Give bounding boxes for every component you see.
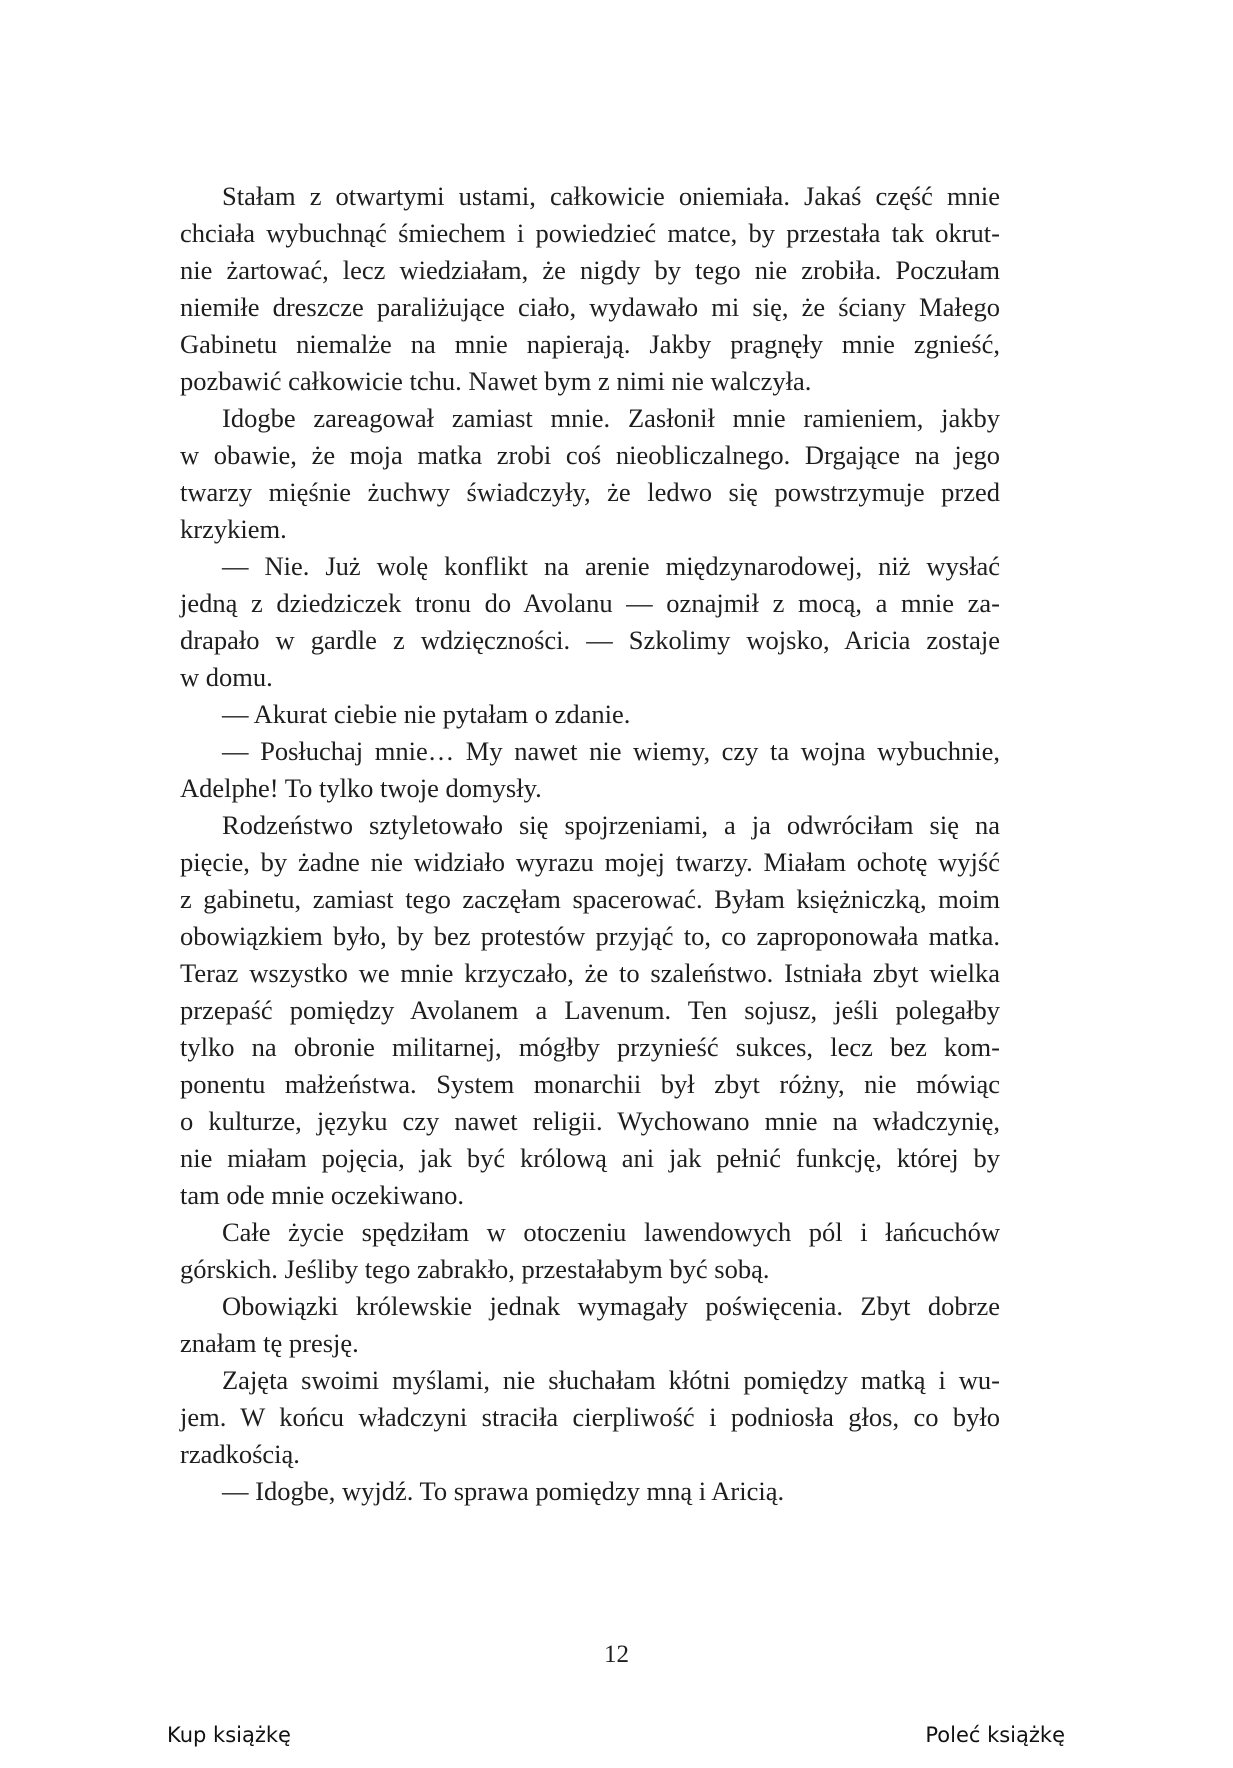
text-line: Obowiązki królewskie jednak wymagały poświęcenia. Zbyt dobrze xyxy=(222,1291,1000,1321)
text-line: — Nie. Już wolę konflikt na arenie międzynarodowej, niż wysłać xyxy=(222,551,1000,581)
text-line: nie żartować, lecz wiedziałam, że nigdy by tego nie zrobiła. Poczułam xyxy=(180,255,1000,285)
text-line: ponentu małżeństwa. System monarchii był zbyt różny, nie mówiąc xyxy=(180,1069,1000,1099)
body-text xyxy=(180,178,1000,1510)
text-line: o kulturze, języku czy nawet religii. Wychowano mnie na władczynię, xyxy=(180,1106,1000,1136)
text-line: drapało w gardle z wdzięczności. — Szkolimy wojsko, Aricia zostaje xyxy=(180,625,1000,655)
text-line: — Idogbe, wyjdź. To sprawa pomiędzy mną i Aricią. xyxy=(222,1476,785,1506)
text-line: jedną z dziedziczek tronu do Avolanu — oznajmił z mocą, a mnie za- xyxy=(180,588,1000,618)
text-line: w domu. xyxy=(180,662,273,692)
text-line: nie miałam pojęcia, jak być królową ani jak pełnić funkcję, której by xyxy=(180,1143,1000,1173)
text-line: w obawie, że moja matka zrobi coś nieobliczalnego. Drgające na jego xyxy=(180,440,1000,470)
text-line: Teraz wszystko we mnie krzyczało, że to szaleństwo. Istniała zbyt wielka xyxy=(180,958,1000,988)
text-line: Gabinetu niemalże na mnie napierają. Jakby pragnęły mnie zgnieść, xyxy=(180,329,1000,359)
buy-book-link[interactable]: Kup książkę xyxy=(167,1723,291,1747)
text-line: obowiązkiem było, by bez protestów przyjąć to, co zaproponowała matka. xyxy=(180,921,1000,951)
text-line: krzykiem. xyxy=(180,514,287,544)
text-line: Idogbe zareagował zamiast mnie. Zasłonił mnie ramieniem, jakby xyxy=(222,403,1000,433)
page-number: 12 xyxy=(604,1641,629,1668)
text-line: pozbawić całkowicie tchu. Nawet bym z nimi nie walczyła. xyxy=(180,366,812,396)
text-line: Rodzeństwo sztyletowało się spojrzeniami, a ja odwróciłam się na xyxy=(222,810,1000,840)
text-line: niemiłe dreszcze paraliżujące ciało, wydawało mi się, że ściany Małego xyxy=(180,292,1000,322)
text-line: Adelphe! To tylko twoje domysły. xyxy=(180,773,542,803)
text-line: — Posłuchaj mnie… My nawet nie wiemy, czy ta wojna wybuchnie, xyxy=(222,736,1000,766)
text-line: górskich. Jeśliby tego zabrakło, przestałabym być sobą. xyxy=(180,1254,770,1284)
text-line: chciała wybuchnąć śmiechem i powiedzieć matce, by przestała tak okrut- xyxy=(180,218,1000,248)
text-line: Zajęta swoimi myślami, nie słuchałam kłótni pomiędzy matką i wu- xyxy=(222,1365,1000,1395)
text-line: Całe życie spędziłam w otoczeniu lawendowych pól i łańcuchów xyxy=(222,1217,1000,1247)
text-line: z gabinetu, zamiast tego zaczęłam spacerować. Byłam księżniczką, moim xyxy=(180,884,1000,914)
text-line: znałam tę presję. xyxy=(180,1328,359,1358)
text-line: twarzy mięśnie żuchwy świadczyły, że ledwo się powstrzymuje przed xyxy=(180,477,1000,507)
text-line: tam ode mnie oczekiwano. xyxy=(180,1180,465,1210)
text-line: Stałam z otwartymi ustami, całkowicie oniemiała. Jakaś część mnie xyxy=(222,181,1000,211)
text-line: przepaść pomiędzy Avolanem a Lavenum. Ten sojusz, jeśli polegałby xyxy=(180,995,1000,1025)
text-line: — Akurat ciebie nie pytałam o zdanie. xyxy=(222,699,631,729)
text-line: tylko na obronie militarnej, mógłby przynieść sukces, lecz bez kom- xyxy=(180,1032,1000,1062)
text-line: jem. W końcu władczyni straciła cierpliwość i podniosła głos, co było xyxy=(180,1402,1000,1432)
text-line: pięcie, by żadne nie widziało wyrazu mojej twarzy. Miałam ochotę wyjść xyxy=(180,847,1000,877)
recommend-book-link[interactable]: Poleć książkę xyxy=(925,1723,1065,1747)
text-line: rzadkością. xyxy=(180,1439,300,1469)
